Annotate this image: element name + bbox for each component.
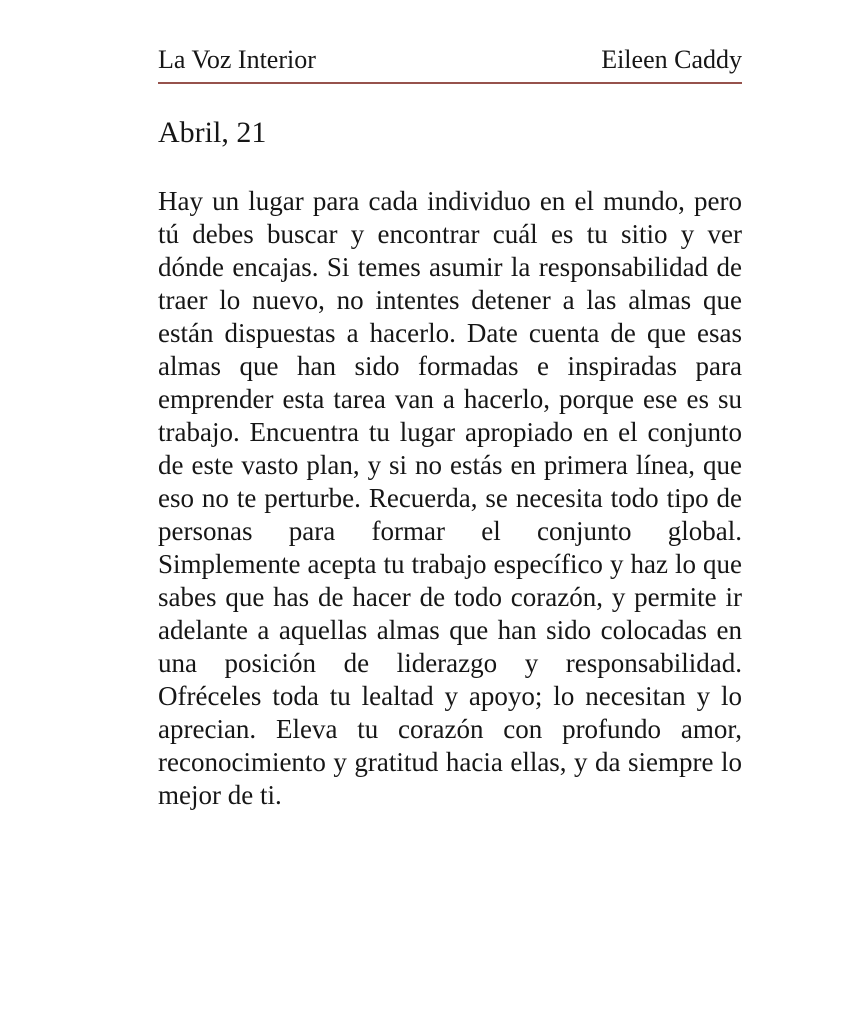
body-paragraph: Hay un lugar para cada individuo en el mundo, pero tú debes buscar y encontrar cuál es tu sitio y ver dónde encajas. Si temes asumir la responsabilidad de traer lo nuevo, no intentes detener a las almas que están dispuestas a hacerlo. Date cuenta de que esas almas que han sido formadas e inspiradas para emprender esta tarea van a hacerlo, porque ese es su trabajo. Encuentra tu lugar apropiado en el conjunto de este vasto plan, y si no estás en primera línea, que eso no te perturbe. Recuerda, se necesita todo tipo de personas para formar el conjunto global. Simplemente acepta tu trabajo específico y haz lo que sabes que has de hacer de todo corazón, y permite ir adelante a aquellas almas que han sido colocadas en una posición de liderazgo y responsabilidad. Ofréceles toda tu lealtad y apoyo; lo necesitan y lo aprecian. Eleva tu corazón con profundo amor, reconocimiento y gratitud hacia ellas, y da siempre lo mejor de ti. — [158, 185, 742, 810]
page-header — [158, 0, 742, 84]
text-column — [158, 0, 742, 812]
book-title: La Voz Interior — [158, 45, 316, 74]
date-heading: Abril, 21 — [158, 115, 267, 149]
author-name: Eileen Caddy — [601, 45, 742, 74]
